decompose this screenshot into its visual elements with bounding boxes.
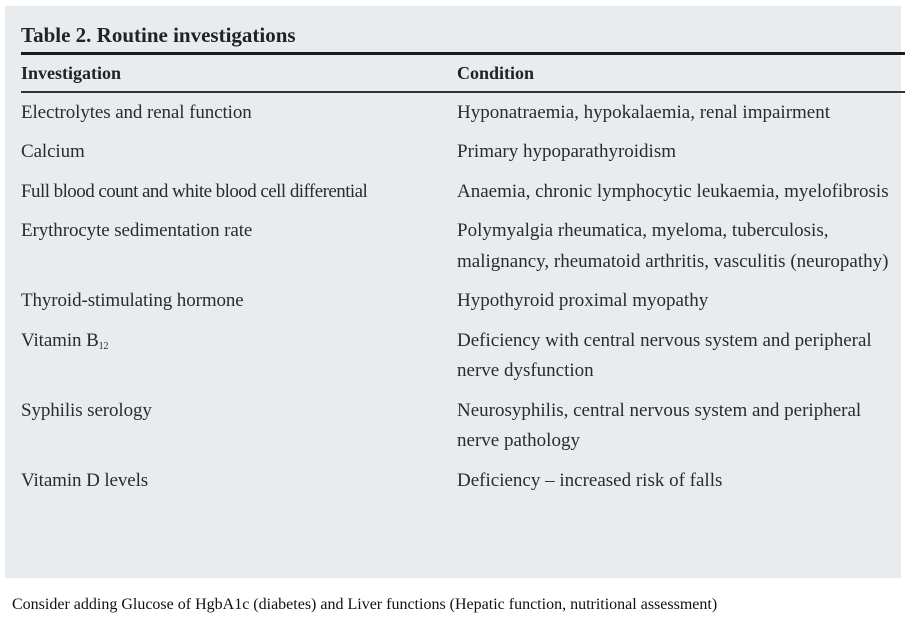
investigation-cell: Erythrocyte sedimentation rate (21, 220, 253, 241)
condition-cell: Deficiency with central nervous system and peripheral nerve dysfunction (457, 329, 872, 381)
table-header-rule (21, 91, 905, 93)
investigation-subscript: 12 (98, 340, 109, 352)
table-body (21, 98, 901, 497)
condition-cell: Primary hypoparathyroidism (457, 141, 677, 162)
investigation-cell: Electrolytes and renal function (21, 101, 252, 123)
condition-cell: Polymyalgia rheumatica, myeloma, tuberculosis, malignancy, rheumatoid arthritis, vasculitis (neuropathy) (457, 220, 889, 272)
table-header-row (21, 55, 901, 91)
investigations-table (5, 6, 901, 578)
table-row (21, 177, 901, 208)
condition-cell: Deficiency – increased risk of falls (457, 469, 723, 491)
investigation-cell: Thyroid-stimulating hormone (21, 290, 244, 311)
table-row (21, 137, 901, 168)
condition-cell: Hyponatraemia, hypokalaemia, renal impairment (457, 101, 831, 123)
condition-cell: Neurosyphilis, central nervous system and peripheral nerve pathology (457, 399, 862, 451)
investigation-cell (21, 326, 457, 387)
table-row (21, 216, 901, 277)
caption-note: Consider adding Glucose of HgbA1c (diabetes) and Liver functions (Hepatic function, nutritional assessment) (12, 596, 718, 613)
table-row (21, 286, 901, 317)
table-row (21, 326, 901, 387)
table-title: Table 2. Routine investigations (21, 23, 296, 47)
investigation-text: Vitamin B (21, 329, 99, 351)
header-investigation: Investigation (21, 62, 122, 83)
investigation-cell: Syphilis serology (21, 399, 152, 421)
table-row (21, 396, 901, 457)
condition-cell: Hypothyroid proximal myopathy (457, 290, 709, 311)
table-row (21, 466, 901, 497)
header-condition: Condition (457, 62, 535, 83)
condition-cell: Anaemia, chronic lymphocytic leukaemia, myelofibrosis (457, 180, 889, 202)
table-row (21, 98, 901, 129)
investigation-cell: Vitamin D levels (21, 469, 149, 491)
investigation-cell: Full blood count and white blood cell differential (21, 180, 368, 202)
investigation-cell: Calcium (21, 141, 85, 162)
